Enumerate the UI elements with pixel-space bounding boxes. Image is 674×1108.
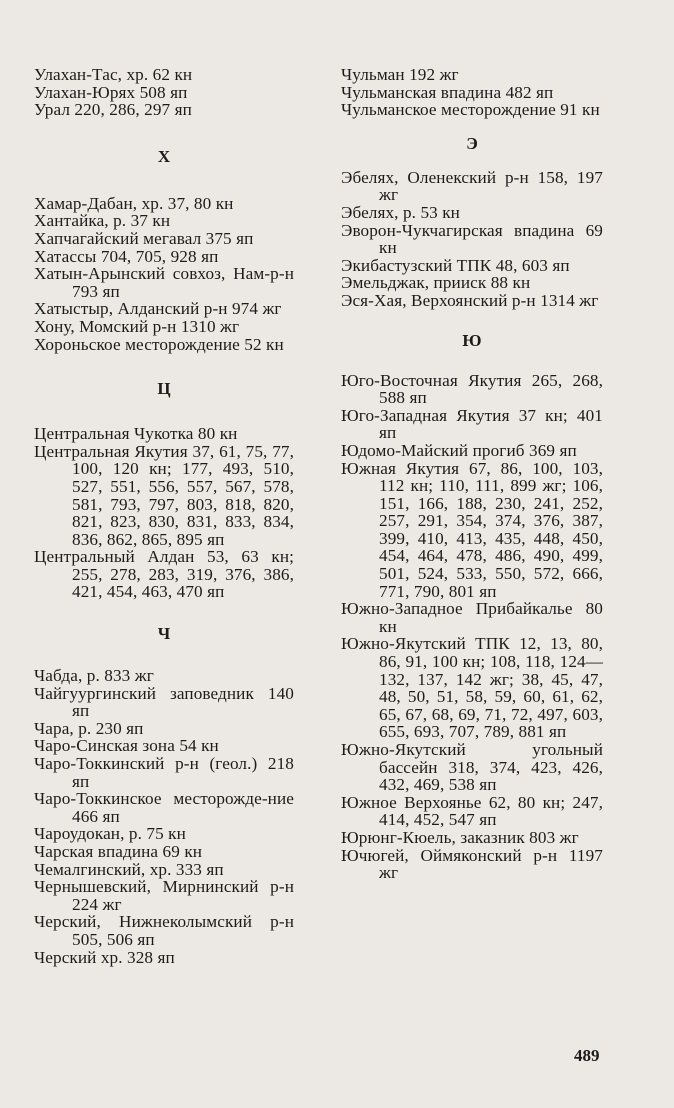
index-entry: Чаро-Токкинский р-н (геол.) 218 яп <box>34 754 294 791</box>
index-entry: Южно-Западное Прибайкалье 80 кн <box>341 599 603 636</box>
index-entry: Юдомо-Майский прогиб 369 яп <box>341 440 577 460</box>
index-entry: Чемалгинский, хр. 333 яп <box>34 859 224 879</box>
index-entry: Черский хр. 328 яп <box>34 947 175 967</box>
section-letter: Ц <box>157 379 171 399</box>
right-column <box>341 66 603 882</box>
section-letter: Х <box>157 146 171 166</box>
left-column <box>34 66 294 966</box>
index-entry: Центральная Чукотка 80 кн <box>34 424 238 444</box>
index-entry: Юго-Западная Якутия 37 кн; 401 яп <box>341 405 603 443</box>
page-number: 489 <box>574 1046 600 1065</box>
index-entry: Центральная Якутия 37, 61, 75, 77, 100, 120 кн; 177, 493, 510, 527, 551, 556, 557, 567, 578, 581, 793, 797, 803, 818, 820, 821, 823, 830, 831, 833, 834, 836, 862, 865, 895 яп <box>34 441 294 549</box>
index-entry: Эмельджак, прииск 88 кн <box>341 273 531 293</box>
index-entry: Чаро-Токкинское месторожде-ние 466 яп <box>34 789 294 826</box>
index-entry: Улахан-Юрях 508 яп <box>34 82 188 102</box>
section-letter: Ю <box>462 330 482 350</box>
index-entry: Хантайка, р. 37 кн <box>34 211 171 231</box>
index-entry: Хатыстыр, Алданский р-н 974 жг <box>34 299 282 319</box>
index-entry: Чара, р. 230 яп <box>34 718 144 738</box>
index-entry: Чайгуургинский заповедник 140 яп <box>34 683 294 721</box>
index-entry: Хороньское месторождение 52 кн <box>34 334 284 354</box>
index-entry: Эбелях, Оленекский р-н 158, 197 жг <box>341 167 603 205</box>
section-letter: Э <box>466 133 478 153</box>
index-entry: Чульман 192 жг <box>341 65 459 84</box>
index-entry: Хапчагайский мегавал 375 яп <box>34 228 254 248</box>
index-entry: Хону, Момский р-н 1310 жг <box>34 316 240 336</box>
index-entry: Экибастузский ТПК 48, 603 яп <box>341 255 570 275</box>
index-entry: Эся-Хая, Верхоянский р-н 1314 жг <box>341 290 599 310</box>
index-entry: Юго-Восточная Якутия 265, 268, 588 яп <box>341 370 603 408</box>
index-entry: Чернышевский, Мирнинский р-н 224 жг <box>34 877 294 914</box>
index-entry: Хатассы 704, 705, 928 яп <box>34 246 219 266</box>
index-entry: Южно-Якутский ТПК 12, 13, 80, 86, 91, 100 кн; 108, 118, 124—132, 137, 142 жг; 38, 45, 47, 48, 50, 51, 58, 59, 60, 61, 62, 65, 67, 68, 69, 71, 72, 497, 603, 655, 693, 707, 789, 881 яп <box>341 634 603 742</box>
index-entry: Хатын-Арынский совхоз, Нам-р-н 793 яп <box>34 264 294 301</box>
index-entry: Улахан-Тас, хр. 62 кн <box>34 65 193 84</box>
index-entry: Чароудокан, р. 75 кн <box>34 824 186 844</box>
index-entry: Эворон-Чукчагирская впадина 69 кн <box>341 220 603 258</box>
index-entry: Чульманская впадина 482 яп <box>341 82 554 102</box>
index-entry: Хамар-Дабан, хр. 37, 80 кн <box>34 193 234 213</box>
index-entry: Центральный Алдан 53, 63 кн; 255, 278, 283, 319, 376, 386, 421, 454, 463, 470 яп <box>34 547 294 602</box>
index-entry: Южно-Якутский угольный бассейн 318, 374, 423, 426, 432, 469, 538 яп <box>341 740 603 795</box>
index-entry: Урал 220, 286, 297 яп <box>34 100 192 120</box>
index-entry: Чабда, р. 833 жг <box>34 666 154 686</box>
index-entry: Чарская впадина 69 кн <box>34 842 203 861</box>
index-entry: Чаро-Синская зона 54 кн <box>34 736 219 756</box>
index-entry: Чульманское месторождение 91 кн <box>341 100 600 120</box>
index-entry: Черский, Нижнеколымский р-н 505, 506 яп <box>34 912 294 949</box>
index-entry: Юрюнг-Кюель, заказник 803 жг <box>341 827 579 847</box>
index-entry: Ючюгей, Оймяконский р-н 1197 жг <box>341 845 603 883</box>
index-entry: Эбелях, р. 53 кн <box>341 202 460 222</box>
index-entry: Южное Верхоянье 62, 80 кн; 247, 414, 452, 547 яп <box>341 792 603 830</box>
index-entry: Южная Якутия 67, 86, 100, 103, 112 кн; 110, 111, 899 жг; 106, 151, 166, 188, 230, 241, 252, 257, 291, 354, 374, 376, 387, 399, 410, 413, 435, 448, 450, 454, 464, 478, 486, 490, 499, 501, 524, 533, 550, 572, 666, 771, 790, 801 яп <box>341 458 603 601</box>
section-letter: Ч <box>157 624 171 644</box>
